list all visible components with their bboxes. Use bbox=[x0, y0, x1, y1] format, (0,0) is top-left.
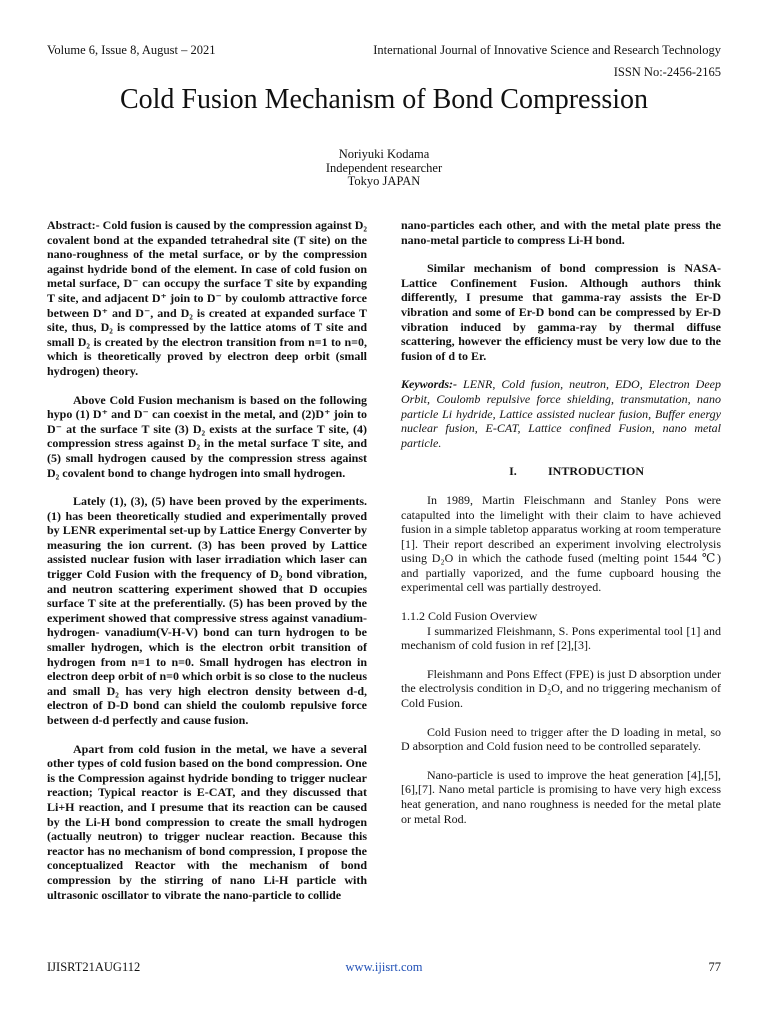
right-column bbox=[401, 218, 721, 826]
journal-name: International Journal of Innovative Science and Research Technology bbox=[373, 43, 721, 57]
keywords-text: LENR, Cold fusion, neutron, EDO, Electron Deep Orbit, Coulomb repulsive force shielding, transmutation, nano particle Li hydride, Lattice assisted nuclear fusion, Buffer energy nuclear fusion, E-CAT, Lattice confined Fusion, nano metal particle. bbox=[401, 377, 721, 450]
overview-paragraph-3: Cold Fusion need to trigger after the D loading in metal, so D absorption and Cold fusion need to be controlled separately. bbox=[401, 724, 721, 754]
keywords bbox=[401, 377, 721, 450]
continuation-paragraph: nano-particles each other, and with the metal plate press the nano-metal particle to compress Li-H bond. bbox=[401, 218, 721, 247]
author-block bbox=[0, 148, 768, 189]
keywords-label: Keywords:- bbox=[401, 377, 457, 392]
author-location: Tokyo JAPAN bbox=[347, 174, 421, 188]
hypothesis-paragraph: Above Cold Fusion mechanism is based on the following hypo (1) D⁺ and D⁻ can coexist in the metal, and (2)D⁺ join to D⁻ at the surface T site (3) D₂ exists at the surface T site, (4) compression stress against D₂ in the metal surface T site, and (5) small hydrogen caused by the compression stress against D₂ covalent bond to change hydrogen into small hydrogen. bbox=[47, 392, 367, 480]
other-fusion-paragraph: Apart from cold fusion in the metal, we have a several other types of cold fusion based on the bond compression. One is the Compression against hydride bonding to trigger nuclear reaction; Typical reactor is E-CAT, and they discussed that Li+H reaction, and I presume that its reaction can be caused by the Li-H bond compression to create the small hydrogen (actually neutron) to trigger nuclear reaction. Because this reactor has no mechanism of bond compression, I propose the conceptualized Reactor with the mechanism of bond compression by the stirring of nano Li-H particle with ultrasonic oscillator to vibrate the nano-particle to collide bbox=[47, 741, 367, 902]
abstract-paragraph: Abstract:- Cold fusion is caused by the compression against D₂ covalent bond at the expanded tetrahedral site (T site) on the nano-roughness of the metal surface, or by the compression against hydride bond of the element. In case of cold fusion on metal surface, D⁻ can occupy the surface T site by expanding T site, and adjacent D⁺ join to D⁻ by coulomb attractive force between D⁺ and D⁻, and D₂ is created at expanded surface T site, thus, D₂ is compressed by the lattice atoms of T site and small D₂ is created by the electron transition from n=1 to n=0, which is theoretically proved by electron deep orbit (small hydrogen) theory. bbox=[47, 218, 367, 378]
paper-id: IJISRT21AUG112 bbox=[47, 960, 141, 974]
proof-paragraph: Lately (1), (3), (5) have been proved by the experiments. (1) has been theoretically studied and experimentally proved by LENR experimental set-up by Lattice Energy Converter by measuring the ion current. (3) has been proved by Lattice assisted nuclear fusion with laser irradiation which laser can trigger Cold Fusion with the frequency of D₂ bond vibration, and neutron scattering experiment showed that D occupies surface T site at the preferentially. (5) has been proved by the experiment showed that compressive stress against vanadium-hydrogen- vanadium(V-H-V) bond can turn hydrogen to be smaller hydrogen, which is the electron orbit transition of hydrogen from n=1 to n=0. Small hydrogen has electron in electron deep orbit of n=0 which orbit is so close to the nucleus and small D₂ has very high electron density between d-d, electron of D-D bond can shield the coulomb repulsive force between d-d perfectly and cause fusion. bbox=[47, 494, 367, 727]
intro-paragraph: In 1989, Martin Fleischmann and Stanley Pons were catapulted into the limelight with their claim to have achieved fusion in a simple tabletop apparatus working at room temperature [1]. Their report described an experiment involving electrolysis using D₂O in which the cathode fused (melting point 1544 ℃) and partially vaporized, and the fume cupboard housing the experimental cell was partially destroyed. bbox=[401, 492, 721, 595]
section-number: I. bbox=[509, 464, 517, 479]
section-heading bbox=[401, 464, 721, 479]
page-number: 77 bbox=[708, 960, 721, 974]
author-affiliation: Independent researcher bbox=[325, 160, 443, 175]
section-title: INTRODUCTION bbox=[547, 464, 644, 479]
volume-info: Volume 6, Issue 8, August – 2021 bbox=[47, 43, 216, 57]
author-name: Noriyuki Kodama bbox=[338, 147, 430, 161]
paper-title: Cold Fusion Mechanism of Bond Compression bbox=[119, 84, 649, 115]
overview-paragraph-2: Fleishmann and Pons Effect (FPE) is just D absorption under the electrolysis condition in D₂O, and no triggering mechanism of Cold Fusion. bbox=[401, 666, 721, 711]
issn: ISSN No:-2456-2165 bbox=[613, 65, 721, 79]
left-column bbox=[47, 218, 367, 902]
overview-paragraph-1: I summarized Fleishmann, S. Pons experimental tool [1] and mechanism of cold fusion in ref [2],[3]. bbox=[401, 623, 721, 653]
nasa-paragraph: Similar mechanism of bond compression is NASA-Lattice Confinement Fusion. Although authors think differently, I presume that gamma-ray assists the Er-D vibration and some of Er-D bond can be compressed by Er-D vibration induced by gamma-ray by thermal diffuse scattering, however the efficiency must be very low due to the fusion of d to Er. bbox=[401, 261, 721, 363]
subsection-heading: 1.1.2 Cold Fusion Overview bbox=[401, 609, 538, 624]
journal-url[interactable]: www.ijisrt.com bbox=[345, 960, 423, 974]
overview-paragraph-4: Nano-particle is used to improve the heat generation [4],[5],[6],[7]. Nano metal particle is promising to have very high excess heat generation, and nano roughness is needed for the metal plate or metal Rod. bbox=[401, 767, 721, 826]
